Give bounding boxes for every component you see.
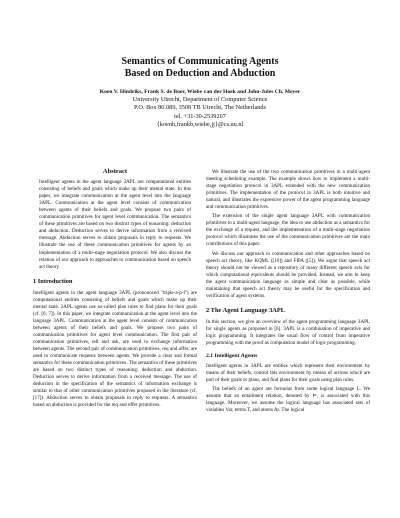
- body-paragraph: We illustrate the use of the two communication primitives in a multi-agent meeting scheduling example. The example shows how to implement a multi-stage negotiation protocol in 3APL extended with the new communication primitives. The implementation of the protocol in 3APL is both intuitive and natural, and illustrates the expressive power of the agent programming language and communication primitives.: [206, 169, 370, 211]
- subsection-heading: 2.1 Intelligent Agents: [206, 353, 258, 360]
- section-heading: 1 Introduction: [33, 277, 73, 285]
- author-list: Koen V. Hindriks, Frank S. de Boer, Wiebe van der Hoek and John-Jules Ch. Meyer: [99, 89, 301, 95]
- affiliation-block: [0, 96, 400, 129]
- body-paragraph: Intelligent agents in 3APL are entities which represent their environment by means of their beliefs, control this environment by means of actions which are part of their goals or plans, and find plans for their goals using plan rules.: [206, 363, 370, 384]
- paper-header: [0, 56, 400, 129]
- paper-title: [0, 56, 400, 80]
- body-paragraph: The beliefs of an agent are formulas from some logical language L. We assume that an entailment relation, denoted by ⊨, is associated with this language. Moreover, we assume the logical language has associated sets of variables Var, terms T, and atoms At. The logical: [206, 386, 370, 414]
- affiliation-line: University Utrecht, Department of Computer Science: [132, 96, 268, 103]
- left-column: [33, 168, 197, 411]
- section-heading: 2 The Agent Language 3APL: [206, 306, 286, 314]
- body-paragraph: We discuss our approach to communication and other approaches based on speech act theory, like KQML ([10]) and FIPA ([5]). We argue that speech act theory should not be viewed as a repository of many different speech acts for which computational equivalents should be provided. Instead, we aim to keep the agent communication language as simple and clear as possible, while maintaining that speech act theory may be useful for the specification and verification of agent systems.: [206, 250, 370, 299]
- affiliation-line: P.O. Box 80.089, 3508 TB Utrecht, The Netherlands: [134, 104, 266, 112]
- abstract-heading: Abstract: [102, 168, 128, 175]
- body-paragraph: In this section, we give an overview of the agent programming language 3APL for single agents as proposed in [6]. 3APL is a combination of imperative and logic programming. It integrates the usual flow of control from imperative programming with the proof as computation model of logic programming.: [206, 318, 370, 346]
- abstract-text: Intelligent agents in the agent language 3APL are computational entities consisting of beliefs and goals which make up their mental state. In this paper, we integrate communication at the agent level into the language 3APL. Communication at the agent level consists of communication between agents of their beliefs and goals. We propose two pairs of communication primitives for agent level communication. The semantics of these primitives are based on two distinct types of reasoning: deduction and abduction. Deduction serves to derive information from a received message. Abduction serves to obtain proposals in reply to requests. We illustrate the use of these communication primitives for agents by an implementation of a multi-stage negotiation protocol. We also discuss the relation of our approach to approaches to communication based on speech act theory.: [39, 179, 191, 270]
- affiliation-line: {koenh,frankb,wiebe,jj}@cs.uu.nl: [156, 120, 244, 128]
- body-paragraph: The extension of the single agent language 3APL with communication primitives to a multi-agent language, the idea to use abduction as a semantics for the exchange of a request, and the implementation of a multi-stage negotiation protocol which illustrates the use of the communication primitives are the main contributions of this paper.: [206, 213, 370, 248]
- body-paragraph: Intelligent agents in the agent language 3APL (pronounced "triple-a-p-l") are computational entities consisting of beliefs and goals which make up their mental state. 3APL agents use so-called plan rules to find plans for their goals (cf. [6; 7]). In this paper, we integrate communication at the agent level into the language 3APL. Communication at the agent level consists of communication between agents of their beliefs and goals. We propose two pairs of communication primitives for agent level communication. The first pair of communication primitives, tell and ask, are used to exchange information between agents. The second pair of communication primitives, req and offer, are used to communicate requests between agents. We provide a clear and formal semantics for these communication primitives. The semantics of these primitives are based on two distinct types of reasoning: deduction and abduction. Deduction serves to derive information from a received message. The use of deduction in the specification of the semantics of information exchange is similar to that of other communication primitives proposed in the literature (cf. [17]). Abduction serves to obtain proposals in reply to requests. A semantics based on abduction is provided for the req and offer primitives.: [33, 289, 197, 409]
- affiliation-line: tel. +31-30-2539267: [174, 112, 226, 120]
- right-column: [206, 169, 370, 416]
- title-line: Based on Deduction and Abduction: [124, 68, 276, 79]
- title-line: Semantics of Communicating Agents: [121, 56, 279, 67]
